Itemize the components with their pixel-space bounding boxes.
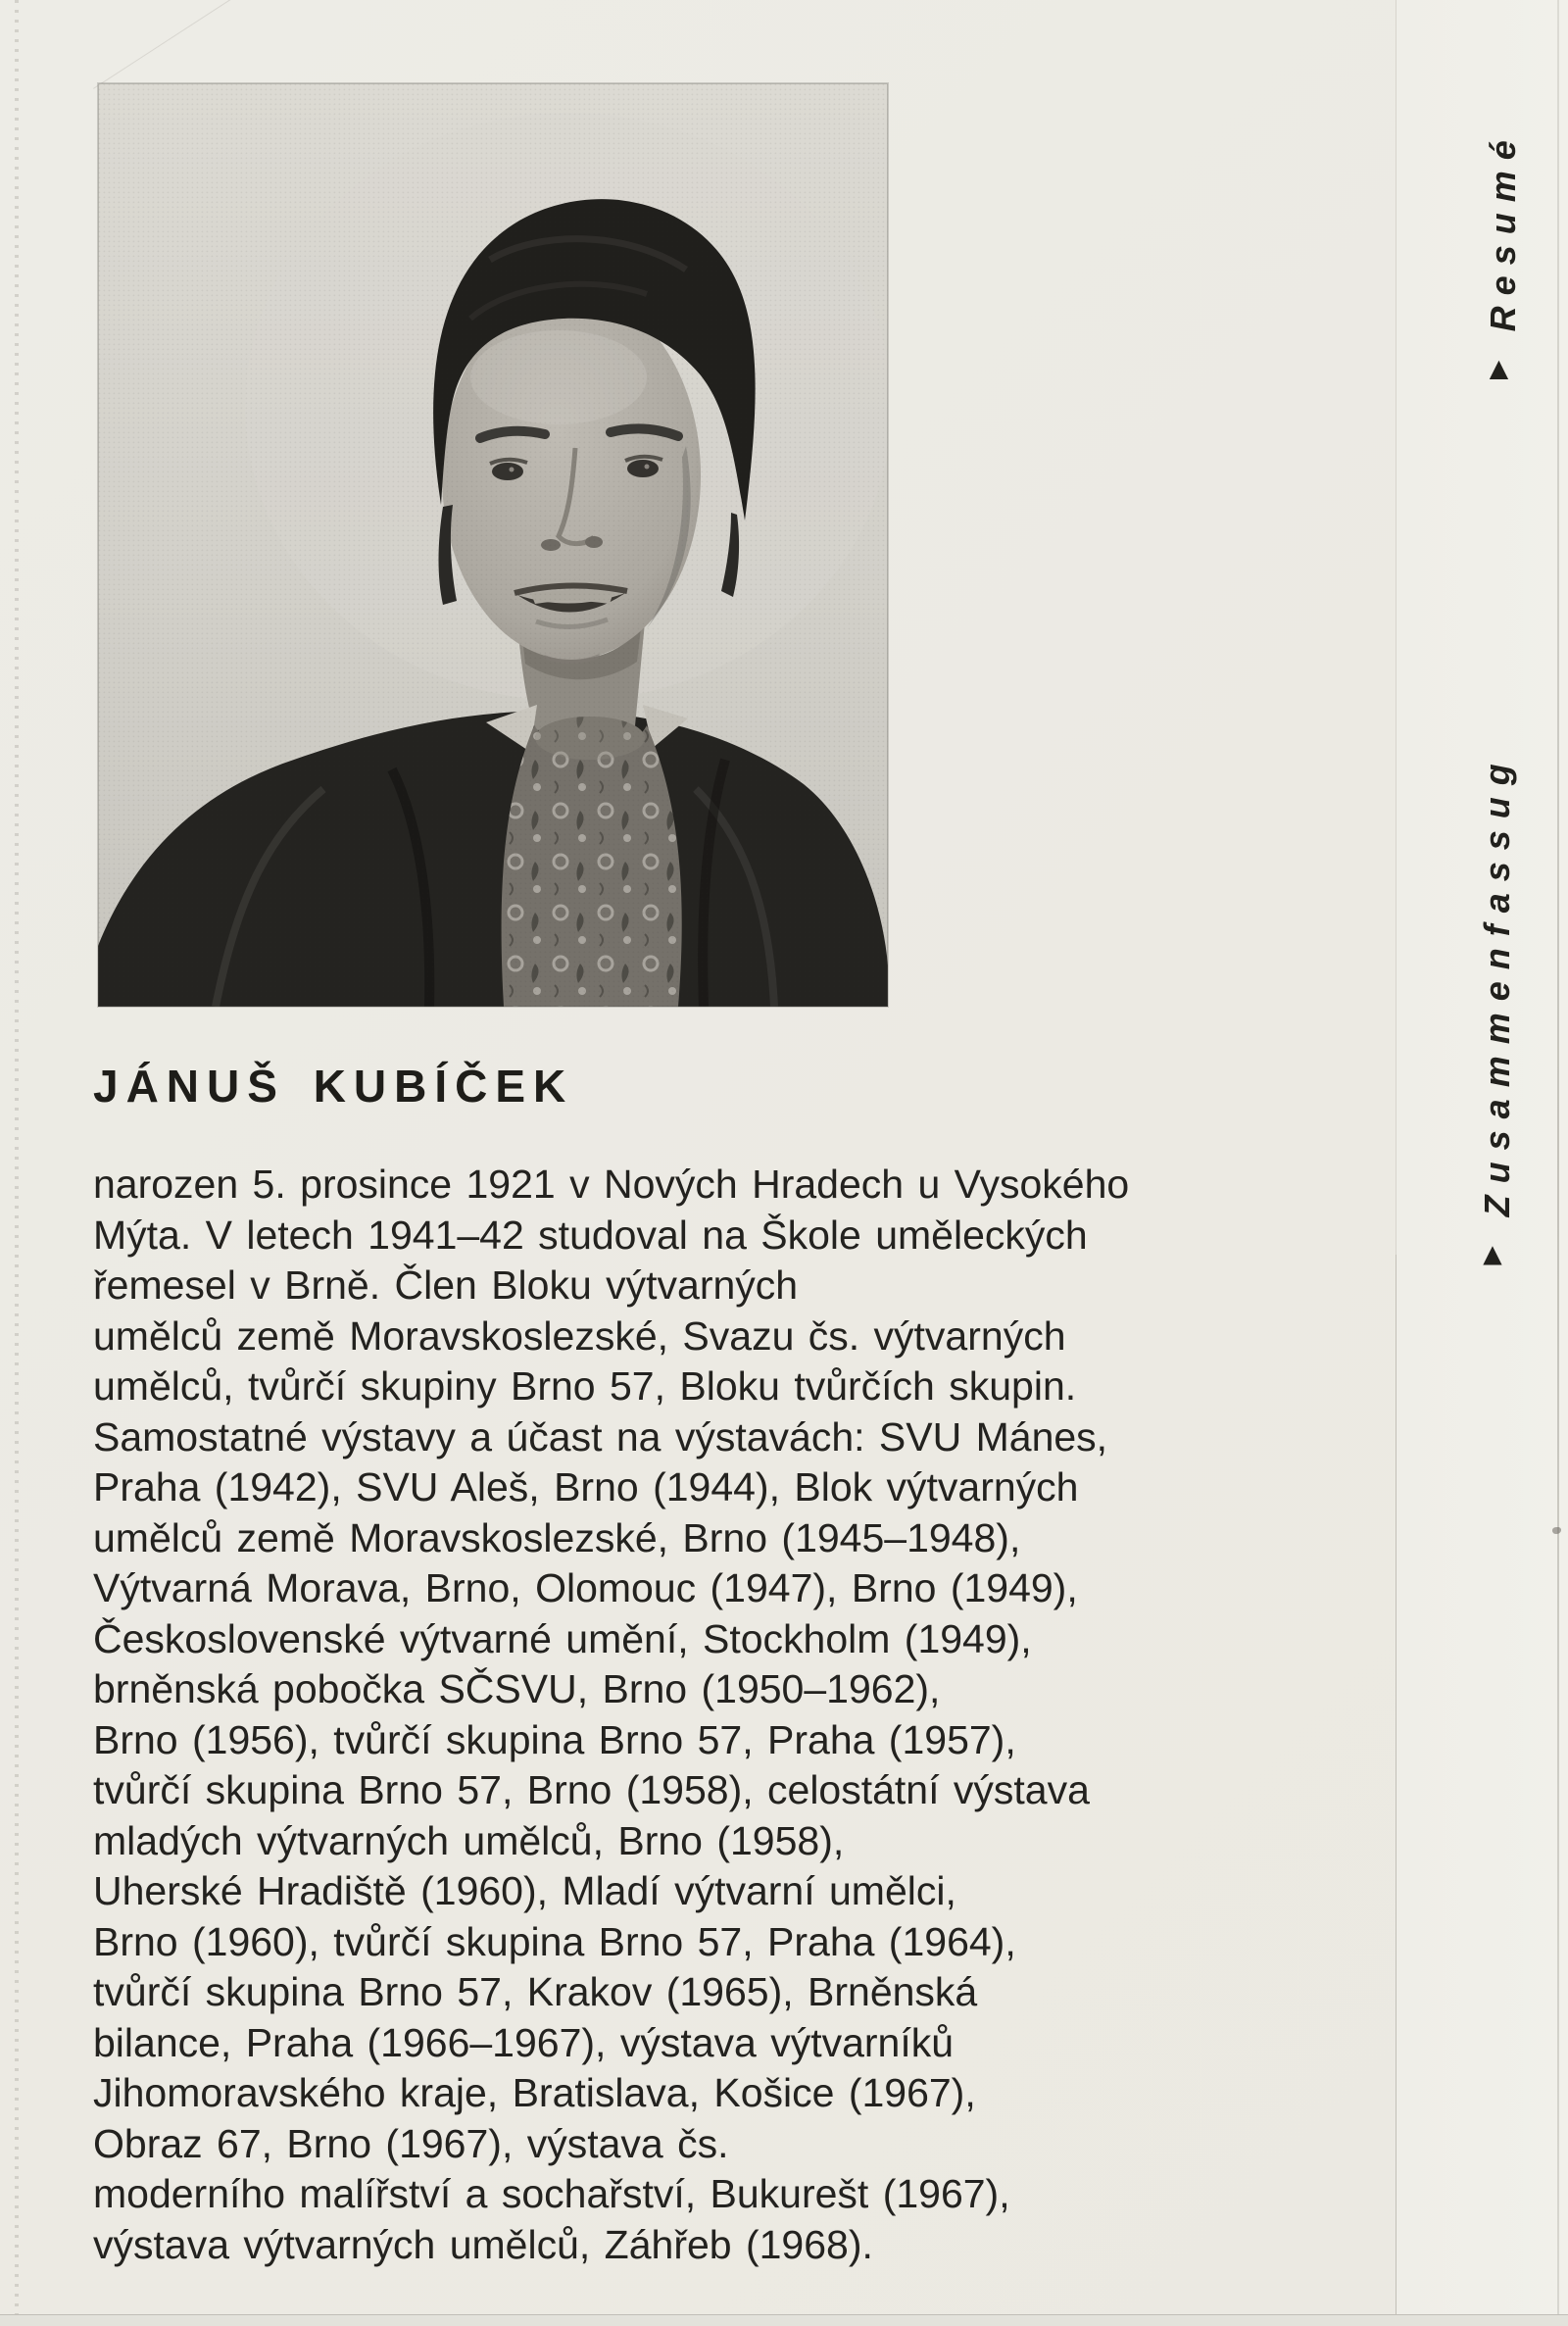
torn-left-page-edge — [15, 0, 19, 2326]
bio-line: Praha (1942), SVU Aleš, Brno (1944), Blok výtvarných — [93, 1464, 1079, 1509]
bio-line: Brno (1956), tvůrčí skupina Brno 57, Praha (1957), — [93, 1716, 1016, 1762]
bio-line: Mýta. V letech 1941–42 studoval na Škole uměleckých — [93, 1212, 1088, 1258]
bio-line: Výtvarná Morava, Brno, Olomouc (1947), Brno (1949), — [93, 1565, 1078, 1610]
bio-line: umělců země Moravskoslezské, Brno (1945–1948), — [93, 1514, 1021, 1560]
side-label-zusammenfassung-text: Zusammenfassug — [1477, 752, 1517, 1217]
bio-line: bilance, Praha (1966–1967), výstava výtvarníků — [93, 2019, 955, 2065]
bio-line: tvůrčí skupina Brno 57, Krakov (1965), Brněnská — [93, 1969, 978, 2014]
bio-line: Obraz 67, Brno (1967), výstava čs. — [93, 2120, 729, 2166]
biography-text — [93, 1160, 1387, 2270]
bio-line: umělců země Moravskoslezské, Svazu čs. výtvarných — [93, 1312, 1066, 1359]
bio-line: řemesel v Brně. Člen Bloku výtvarných — [93, 1262, 799, 1308]
artist-name-heading: JÁNUŠ KUBÍČEK — [93, 1061, 574, 1112]
bio-line: Brno (1960), tvůrčí skupina Brno 57, Praha (1964), — [93, 1918, 1016, 1964]
bio-line: Uherské Hradiště (1960), Mladí výtvarní umělci, — [93, 1868, 956, 1913]
bio-line: Samostatné výstavy a účast na výstavách: SVU Mánes, — [93, 1413, 1108, 1460]
side-label-zusammenfassung — [1476, 752, 1521, 1276]
bio-line: Jihomoravského kraje, Bratislava, Košice (1967), — [93, 2070, 976, 2115]
bio-line: brněnská pobočka SČSVU, Brno (1950–1962), — [93, 1666, 941, 1711]
side-label-resume-text: Resumé — [1483, 129, 1523, 332]
portrait-photo-image — [98, 83, 888, 1007]
bio-line: Československé výtvarné umění, Stockholm (1949), — [93, 1615, 1032, 1661]
bio-line: narozen 5. prosince 1921 v Nových Hradech u Vysokého — [93, 1162, 1130, 1207]
bio-line: umělců, tvůrčí skupiny Brno 57, Bloku tvůrčích skupin. — [93, 1363, 1077, 1409]
bottom-page-edge — [0, 2314, 1568, 2326]
bio-line: mladých výtvarných umělců, Brno (1958), — [93, 1817, 845, 1863]
bio-line: moderního malířství a sochařství, Bukurešt (1967), — [93, 2171, 1010, 2216]
diagonal-crease-line — [93, 0, 233, 89]
triangle-up-icon: ▲ — [1476, 1235, 1521, 1272]
right-page-edge-line — [1557, 0, 1559, 2326]
bio-line: tvůrčí skupina Brno 57, Brno (1958), celostátní výstava — [93, 1767, 1090, 1812]
portrait-photo — [98, 83, 888, 1007]
side-label-resume — [1483, 129, 1524, 390]
bio-line: výstava výtvarných umělců, Záhřeb (1968). — [93, 2221, 873, 2267]
triangle-up-icon: ▲ — [1483, 350, 1526, 387]
